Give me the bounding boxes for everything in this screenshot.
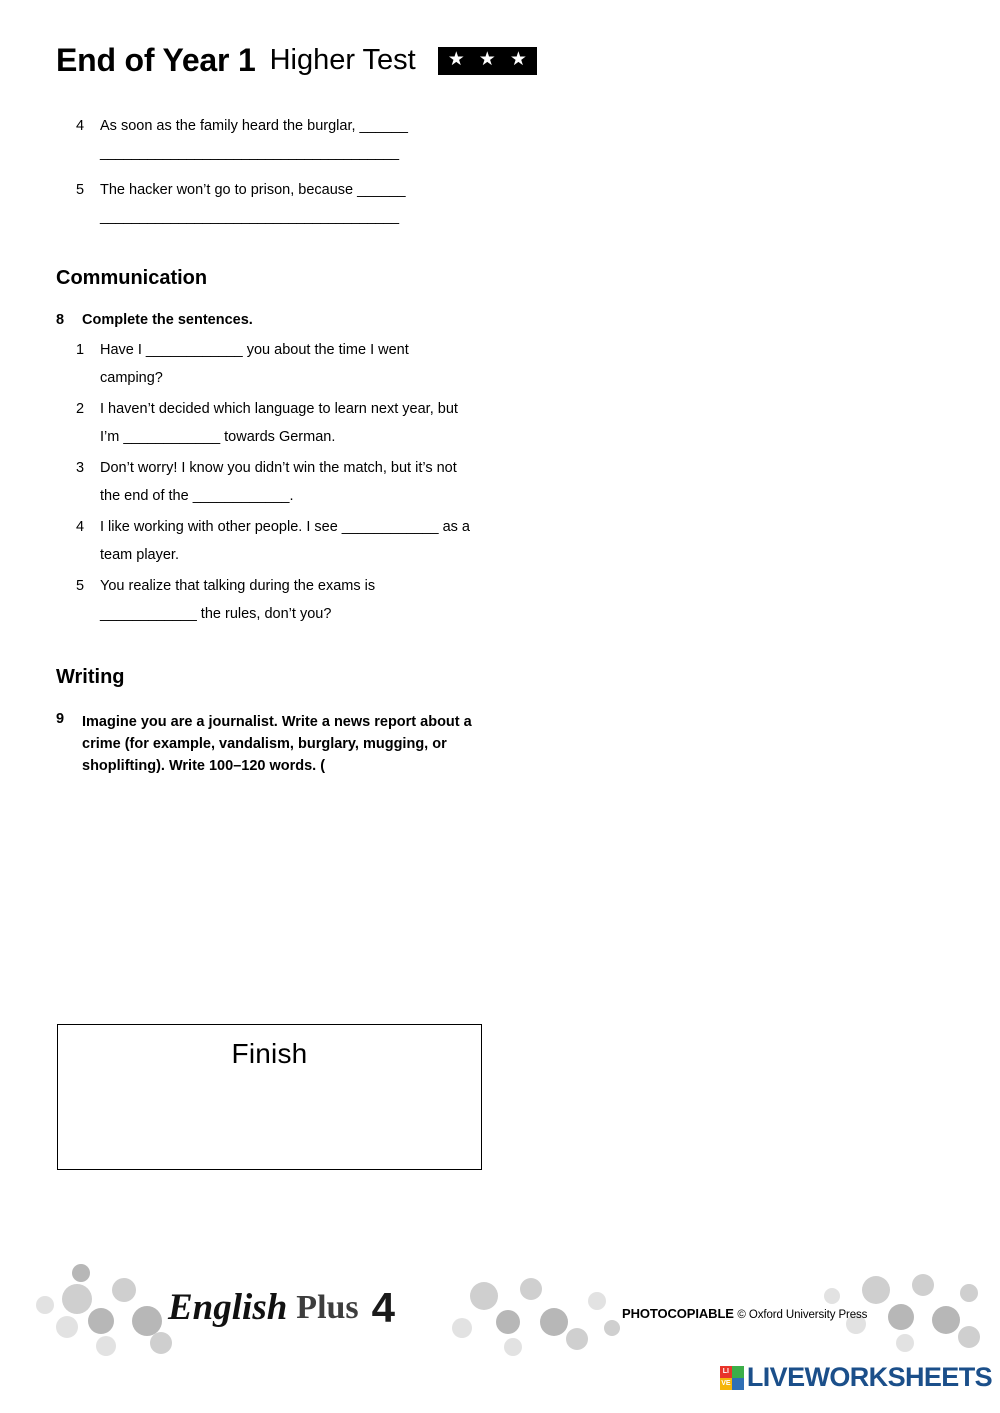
exercise-8 bbox=[56, 312, 472, 631]
answer-line[interactable]: ______________________________________ bbox=[100, 209, 399, 225]
exercise-9 bbox=[56, 711, 474, 785]
item-text[interactable]: I like working with other people. I see ____________ as a team player. bbox=[100, 519, 470, 563]
star-icon-1: ★ bbox=[447, 49, 465, 70]
item-text[interactable]: Don’t worry! I know you didn’t win the match, but it’s not the end of the ____________. bbox=[100, 460, 457, 504]
photocopiable-notice bbox=[622, 1306, 867, 1321]
item-number: 2 bbox=[76, 401, 85, 417]
question-number: 5 bbox=[76, 182, 85, 198]
list-item bbox=[76, 336, 472, 392]
star-icon-3: ★ bbox=[509, 49, 527, 70]
item-number: 3 bbox=[76, 460, 85, 476]
page-footer bbox=[0, 1262, 1000, 1372]
star-icon-2: ★ bbox=[478, 49, 496, 70]
brand-plus-label: Plus bbox=[296, 1288, 359, 1326]
liveworksheets-wordmark: LIVEWORKSHEETS bbox=[746, 1362, 992, 1392]
question-text: The hacker won’t go to prison, because ______ bbox=[100, 182, 406, 198]
brand-english-label: English bbox=[168, 1287, 288, 1328]
item-number: 4 bbox=[76, 519, 85, 535]
liveworksheets-logo-icon bbox=[720, 1366, 744, 1390]
copyright-label: © Oxford University Press bbox=[737, 1309, 868, 1321]
exercise-number: 8 bbox=[56, 312, 65, 328]
logo-tile-ve: VE bbox=[720, 1378, 732, 1390]
exercise-instruction-text: Imagine you are a journalist. Write a news report about a crime (for example, vandalism, burglary, mugging, or shoplifting). Write 100–120 words. ( bbox=[82, 714, 472, 774]
item-number: 5 bbox=[76, 578, 85, 594]
item-text[interactable]: You realize that talking during the exams is ____________ the rules, don’t you? bbox=[100, 578, 376, 622]
item-text[interactable]: I haven’t decided which language to learn next year, but I’m ____________ towards German. bbox=[100, 401, 458, 445]
brand-level-label: 4 bbox=[371, 1283, 396, 1331]
exercise-instruction-text: Complete the sentences. bbox=[82, 312, 253, 328]
page-title bbox=[56, 42, 537, 79]
brand-logo bbox=[168, 1283, 396, 1331]
carryover-item bbox=[76, 113, 496, 165]
list-item bbox=[76, 454, 472, 510]
exercise-number: 9 bbox=[56, 711, 65, 727]
question-number: 4 bbox=[76, 118, 85, 134]
finish-label: Finish bbox=[231, 1038, 308, 1069]
section-heading-writing: Writing bbox=[56, 666, 125, 688]
photocopiable-label: PHOTOCOPIABLE bbox=[622, 1306, 734, 1321]
logo-tile-blank-2 bbox=[732, 1378, 744, 1390]
carryover-questions bbox=[76, 113, 496, 229]
finish-button[interactable] bbox=[57, 1024, 482, 1170]
logo-tile-li: LI bbox=[720, 1366, 732, 1378]
liveworksheets-badge[interactable] bbox=[720, 1362, 992, 1393]
list-item bbox=[76, 513, 472, 569]
list-item bbox=[76, 395, 472, 451]
logo-tile-blank-1 bbox=[732, 1366, 744, 1378]
item-number: 1 bbox=[76, 342, 85, 358]
exercise-9-instruction bbox=[56, 711, 474, 777]
difficulty-stars bbox=[438, 47, 537, 75]
exercise-8-instruction bbox=[56, 312, 472, 328]
section-heading-communication: Communication bbox=[56, 267, 208, 289]
item-text[interactable]: Have I ____________ you about the time I went camping? bbox=[100, 342, 409, 386]
answer-line[interactable]: ______________________________________ bbox=[100, 145, 399, 161]
title-bold: End of Year 1 bbox=[56, 42, 256, 78]
question-text: As soon as the family heard the burglar, ______ bbox=[100, 118, 408, 134]
title-regular: Higher Test bbox=[269, 44, 416, 76]
list-item bbox=[76, 572, 472, 628]
carryover-item bbox=[76, 177, 496, 229]
